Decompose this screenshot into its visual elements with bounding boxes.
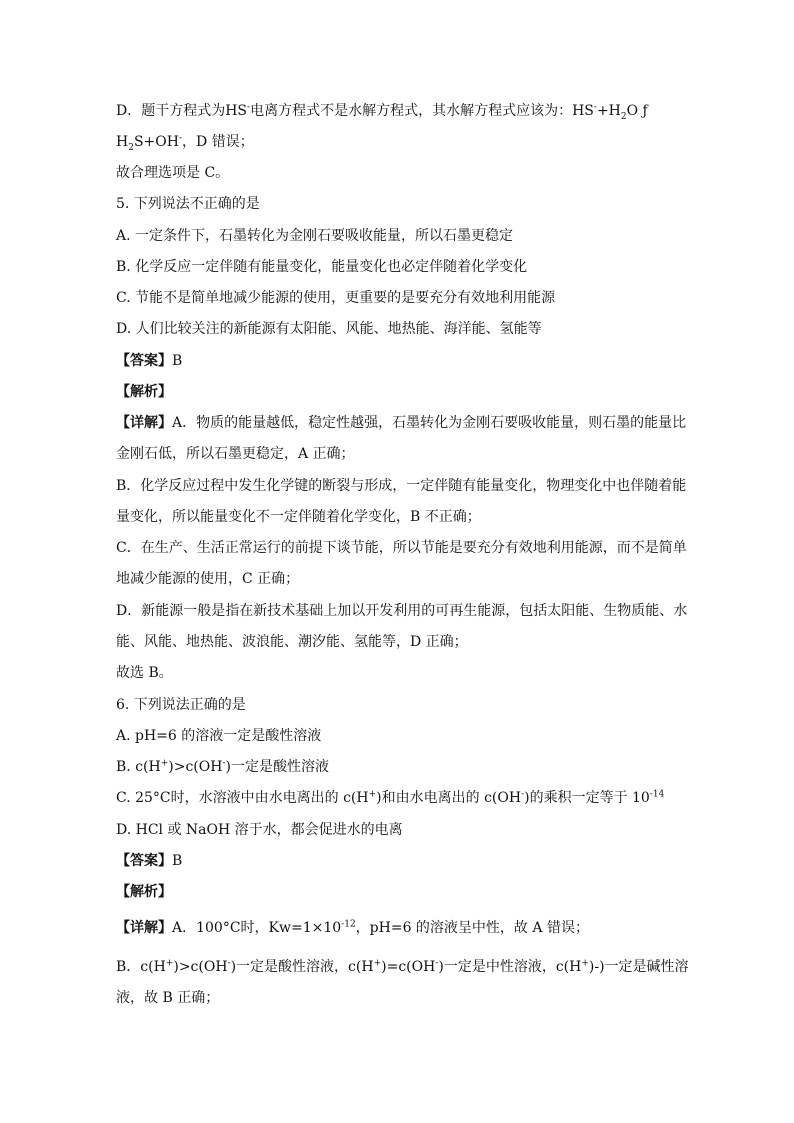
option-c: C. 25°C时，水溶液中由水电离出的 c(H+)和由水电离出的 c(OH-)的乘积一定等于 $10^{-14}$: [116, 789, 665, 806]
analysis-heading: 【解析】: [116, 884, 172, 900]
explanation-line: B．c(H+)>c(OH-)一定是酸性溶液，c(H+)=c(OH-)一定是中性溶液，c(H+)-)一定是碱性溶: [116, 958, 689, 975]
answer-heading: 【答案】B: [116, 353, 183, 369]
analysis-heading: 【解析】: [116, 384, 172, 400]
option-c: C. 节能不是简单地减少能源的使用，更重要的是要充分有效地利用能源: [116, 290, 556, 306]
answer-heading: 【答案】B: [116, 853, 183, 869]
explanation-line: 液，故 B 正确；: [116, 990, 220, 1006]
question-6-stem: 6. 下列说法正确的是: [116, 697, 246, 713]
option-b: B. 化学反应一定伴随有能量变化，能量变化也必定伴随着化学变化: [116, 259, 528, 275]
option-d: D. HCl 或 NaOH 溶于水，都会促进水的电离: [116, 822, 403, 838]
conclusion-line: 故选 B。: [116, 665, 173, 681]
text-line: 故合理选项是 C。: [116, 165, 230, 181]
text-line: D．题干方程式为HS-电离方程式不是水解方程式，其水解方程式应该为：$HS^-+H_2O$ ƒ: [116, 102, 648, 122]
explanation-line: 【详解】A．100°C时，$Kw=1\times 10^{-12}$，pH=6 的溶液呈中性，故 A 错误；: [116, 919, 589, 936]
option-a: A. pH=6 的溶液一定是酸性溶液: [116, 728, 322, 744]
option-a: A. 一定条件下，石墨转化为金刚石要吸收能量，所以石墨更稳定: [116, 228, 514, 244]
explanation-line: 【详解】A．物质的能量越低，稳定性越强，石墨转化为金刚石要吸收能量，则石墨的能量比: [116, 415, 687, 431]
explanation-line: B．化学反应过程中发生化学键的断裂与形成，一定伴随有能量变化，物理变化中也伴随着能: [116, 478, 687, 494]
text-line: $H_2S+OH^-$，D 错误；: [116, 133, 254, 153]
option-b: B. c(H+)>c(OH-)一定是酸性溶液: [116, 758, 329, 775]
explanation-line: 地减少能源的使用，C 正确；: [116, 571, 300, 587]
question-5-stem: 5. 下列说法不正确的是: [116, 196, 260, 212]
option-d: D. 人们比较关注的新能源有太阳能、风能、地热能、海洋能、氢能等: [116, 321, 542, 337]
explanation-line: 量变化，所以能量变化不一定伴随着化学变化，B 不正确；: [116, 509, 481, 525]
explanation-line: C．在生产、生活正常运行的前提下谈节能，所以节能是要充分有效地利用能源，而不是简单: [116, 540, 687, 556]
explanation-line: D．新能源一般是指在新技术基础上加以开发利用的可再生能源，包括太阳能、生物质能、水: [116, 603, 688, 619]
explanation-line: 能、风能、地热能、波浪能、潮汐能、氢能等，D 正确；: [116, 634, 468, 650]
explanation-line: 金刚石低，所以石墨更稳定，A 正确；: [116, 446, 355, 462]
